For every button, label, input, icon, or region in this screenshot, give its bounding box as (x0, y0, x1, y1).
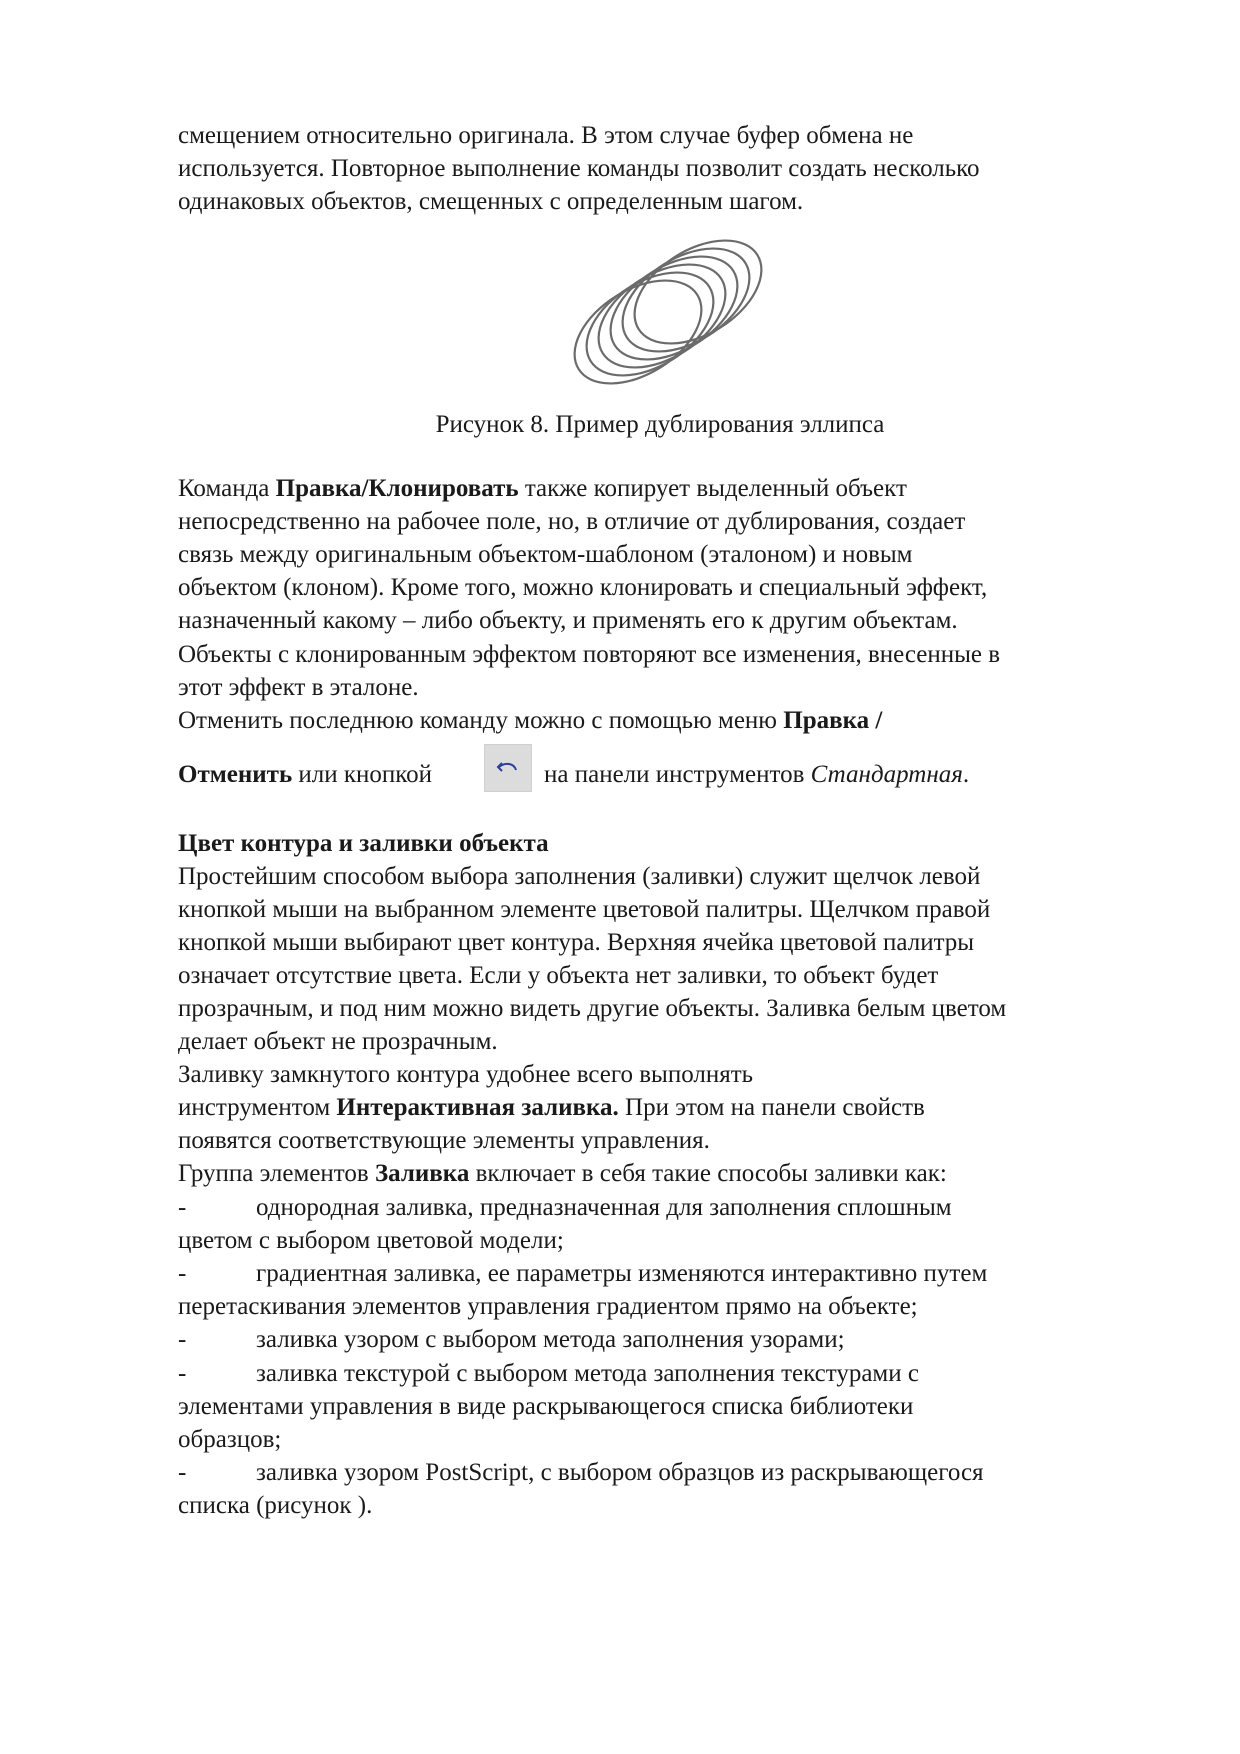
figure-caption: Рисунок 8. Пример дублирования эллипса (435, 411, 885, 438)
bullet-1-dash: - (178, 1194, 187, 1221)
bullet-2-line-1: градиентная заливка, ее параметры изменяются интерактивно путем (256, 1260, 988, 1287)
fill-group-name: Заливка (374, 1160, 470, 1187)
bullet-4-dash: - (178, 1360, 187, 1387)
section-p1-line-6: делает объект не прозрачным. (178, 1028, 498, 1055)
undo-button-image (484, 744, 532, 792)
undo-line-2-left (178, 758, 432, 791)
undo-line-2-right (544, 758, 969, 791)
bullet-1-line-1: однородная заливка, предназначенная для заполнения сплошным (256, 1194, 952, 1221)
duplicated-ellipses-figure (538, 232, 808, 402)
clone-line-1 (178, 472, 907, 505)
intro-line-1: смещением относительно оригинала. В этом случае буфер обмена не (178, 122, 914, 149)
section-p1-line-5: прозрачным, и под ним можно видеть другие объекты. Заливка белым цветом (178, 995, 1007, 1022)
section-p2-line-3: появятся соответствующие элементы управления. (178, 1127, 710, 1154)
section-p1-line-1: Простейшим способом выбора заполнения (заливки) служит щелчок левой (178, 863, 981, 890)
undo-menu-path: Правка / (783, 707, 883, 734)
section-p2-prefix: инструментом (178, 1094, 337, 1121)
clone-command-name: Правка/Клонировать (275, 475, 519, 502)
bullet-2-dash: - (178, 1260, 187, 1287)
bullet-3-dash: - (178, 1326, 187, 1353)
bullet-4-line-1: заливка текстурой с выбором метода заполнения текстурами с (256, 1360, 919, 1387)
bullet-5-dash: - (178, 1459, 187, 1486)
section-p1-line-3: кнопкой мыши выбирают цвет контура. Верхняя ячейка цветовой палитры (178, 929, 975, 956)
undo-line-1 (178, 704, 882, 737)
intro-line-2: используется. Повторное выполнение команды позволит создать несколько (178, 155, 980, 182)
toolbar-name: Стандартная (810, 761, 963, 788)
bullet-1-line-2: цветом с выбором цветовой модели; (178, 1227, 564, 1254)
section-p3-line-1 (178, 1157, 947, 1190)
undo-l2-end: . (962, 761, 970, 788)
section-p2-suffix: При этом на панели свойств (618, 1094, 925, 1121)
section-p3-prefix: Группа элементов (178, 1160, 375, 1187)
clone-line-6: Объекты с клонированным эффектом повторяют все изменения, внесенные в (178, 641, 1001, 668)
interactive-fill-tool: Интерактивная заливка. (336, 1094, 619, 1121)
section-p2-line-1: Заливку замкнутого контура удобнее всего выполнять (178, 1061, 754, 1088)
undo-icon (496, 759, 520, 777)
clone-line-3: связь между оригинальным объектом-шаблоном (эталоном) и новым (178, 541, 913, 568)
section-p1-line-4: означает отсутствие цвета. Если у объекта нет заливки, то объект будет (178, 962, 939, 989)
bullet-2-line-2: перетаскивания элементов управления градиентом прямо на объекте; (178, 1293, 918, 1320)
bullet-5-line-2: списка (рисунок ). (178, 1492, 373, 1519)
clone-line-4: объектом (клоном). Кроме того, можно клонировать и специальный эффект, (178, 574, 988, 601)
clone-l1-prefix: Команда (178, 475, 276, 502)
undo-l1-prefix: Отменить последнюю команду можно с помощью меню (178, 707, 784, 734)
undo-l2-suffix: на панели инструментов (544, 761, 811, 788)
clone-line-5: назначенный какому – либо объекту, и применять его к другим объектам. (178, 607, 958, 634)
section-p3-suffix: включает в себя такие способы заливки как: (469, 1160, 947, 1187)
section-heading: Цвет контура и заливки объекта (178, 830, 549, 857)
undo-command-name: Отменить (178, 761, 293, 788)
section-p1-line-2: кнопкой мыши на выбранном элементе цветовой палитры. Щелчком правой (178, 896, 991, 923)
bullet-5-line-1: заливка узором PostScript, с выбором образцов из раскрывающегося (256, 1459, 984, 1486)
section-p2-line-2 (178, 1091, 925, 1124)
undo-l2-mid: или кнопкой (292, 761, 433, 788)
bullet-3-line-1: заливка узором с выбором метода заполнения узорами; (256, 1326, 845, 1353)
bullet-4-line-3: образцов; (178, 1426, 282, 1453)
clone-line-2: непосредственно на рабочее поле, но, в отличие от дублирования, создает (178, 508, 966, 535)
clone-l1-suffix: также копирует выделенный объект (518, 475, 907, 502)
bullet-4-line-2: элементами управления в виде раскрывающегося списка библиотеки (178, 1393, 914, 1420)
intro-line-3: одинаковых объектов, смещенных с определенным шагом. (178, 188, 804, 215)
clone-line-7: этот эффект в эталоне. (178, 674, 419, 701)
